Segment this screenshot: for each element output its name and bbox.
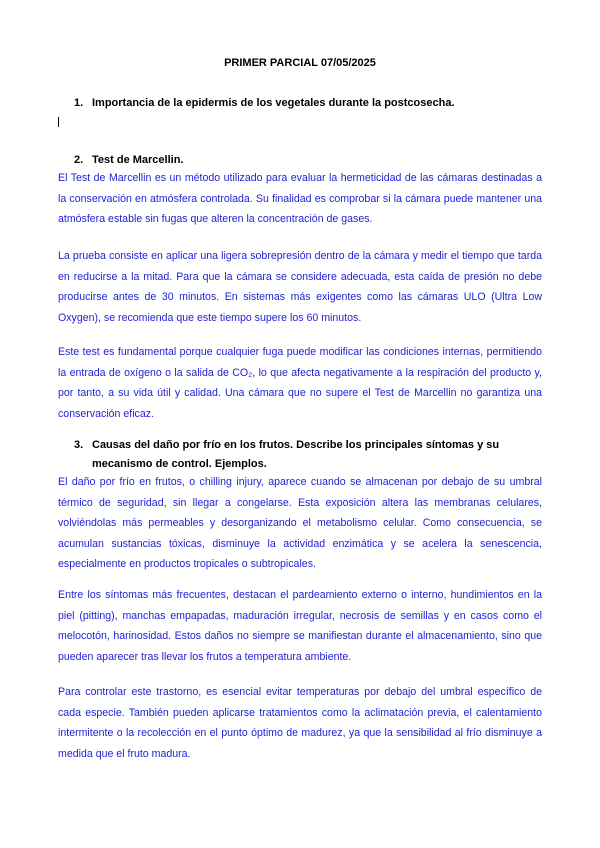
text-cursor[interactable] xyxy=(58,117,59,127)
question-2-number: 2. xyxy=(74,154,84,166)
page-title: PRIMER PARCIAL 07/05/2025 xyxy=(224,57,376,69)
answer-2-paragraph-2: La prueba consiste en aplicar una ligera sobrepresión dentro de la cámara y medir el tiempo que tarda en reducirse a la mitad. Para que la cámara se considere adecuada, esta caída de presión no debe producirse antes de 30 minutos. En sistemas más exigentes como las cámaras ULO (Ultra Low Oxygen), se recomienda que este tiempo supere los 60 minutos. xyxy=(58,250,542,324)
question-3-heading xyxy=(74,436,542,474)
question-3-text: Causas del daño por frío en los frutos. Describe los principales síntomas y su mecanismo de control. Ejemplos. xyxy=(92,439,500,470)
question-1-number: 1. xyxy=(74,97,84,109)
answer-3-paragraph-3: Para controlar este trastorno, es esencial evitar temperaturas por debajo del umbral específico de cada especie. También pueden aplicarse tratamientos como la aclimatación previa, el calentamiento intermitente o la recolección en el punto óptimo de madurez, ya que la sensibilidad al frío disminuye a medida que el fruto madura. xyxy=(58,686,542,760)
answer-3-paragraph-1: El daño por frío en frutos, o chilling injury, aparece cuando se almacenan por debajo de su umbral térmico de seguridad, sin llegar a congelarse. Esta exposición altera las membranas celulares, volviéndolas más permeables y desorganizando el metabolismo celular. Como consecuencia, se acumulan sustancias tóxicas, disminuye la actividad enzimática y se acelera la senescencia, especialmente en productos tropicales o subtropicales. xyxy=(58,476,542,570)
question-3-number: 3. xyxy=(74,439,84,451)
answer-2-paragraph-3: Este test es fundamental porque cualquier fuga puede modificar las condiciones internas, permitiendo la entrada de oxígeno o la salida de CO₂, lo que afecta negativamente a la respiración del producto y, por tanto, a su vida útil y calidad. Una cámara que no supere el Test de Marcellin no garantiza una conservación eficaz. xyxy=(58,346,542,420)
answer-3-paragraph-2: Entre los síntomas más frecuentes, destacan el pardeamiento externo o interno, hundimientos en la piel (pitting), manchas empapadas, maduración irregular, necrosis de semillas y en casos como el melocotón, harinosidad. Estos daños no siempre se manifiestan durante el almacenamiento, sino que pueden aparecer tras llevar los frutos a temperatura ambiente. xyxy=(58,589,542,663)
question-1-heading xyxy=(74,94,542,113)
answer-2-paragraph-1: El Test de Marcellin es un método utilizado para evaluar la hermeticidad de las cámaras destinadas a la conservación en atmósfera controlada. Su finalidad es comprobar si la cámara puede mantener una atmósfera estable sin fugas que alteren la concentración de gases. xyxy=(58,172,542,225)
question-2-text: Test de Marcellin. xyxy=(92,154,184,166)
question-1-text: Importancia de la epidermis de los vegetales durante la postcosecha. xyxy=(92,97,455,109)
